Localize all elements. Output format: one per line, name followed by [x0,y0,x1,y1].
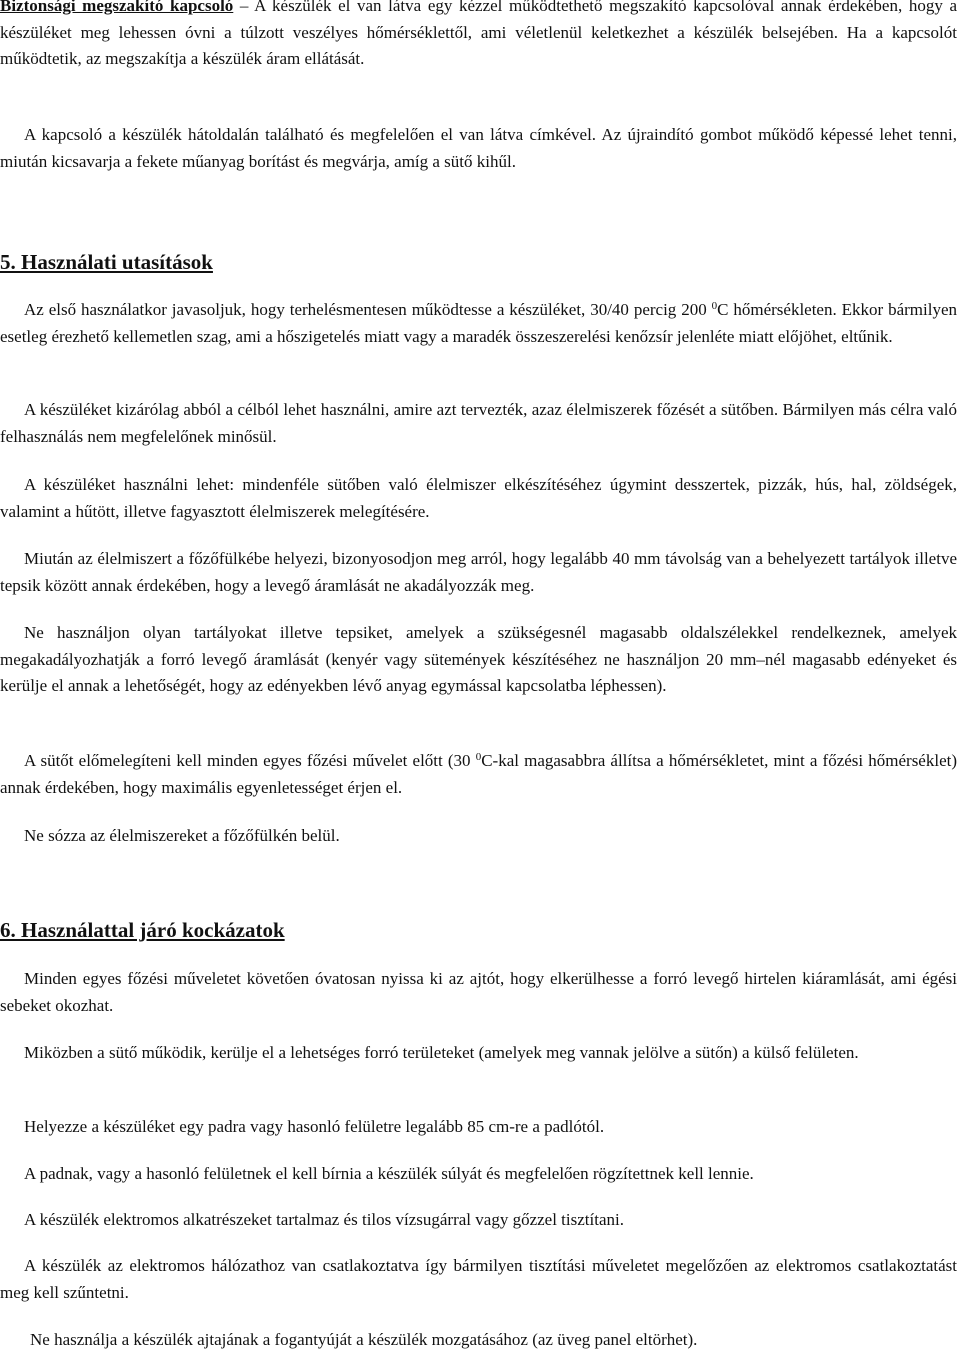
section-5-paragraph-3 [0,472,957,525]
section-5-paragraph-6-a: A sütőt előmelegíteni kell minden egyes főzési művelet előtt (30 [24,751,476,770]
section-6-paragraph-4 [0,1161,957,1188]
section-5-paragraph-7 [0,823,957,850]
section-5-paragraph-7-text: Ne sózza az élelmiszereket a főzőfülkén belül. [24,826,340,845]
safety-switch-lead: Biztonsági megszakító kapcsoló [0,0,234,15]
section-5-paragraph-1-a: Az első használatkor javasoljuk, hogy terhelésmentesen működtesse a készüléket, 30/40 percig 200 [24,300,712,319]
section-5-paragraph-4-text: Miután az élelmiszert a főzőfülkébe helyezi, bizonyosodjon meg arról, hogy legalább 40 mm távolság van a behelyezett tartályok illetve tepsik között annak érdekében, hogy a levegő áramlását ne akadályozzák meg. [0,549,957,595]
section-6-paragraph-2-text: Miközben a sütő működik, kerülje el a lehetséges forró területeket (amelyek meg vannak jelölve a sütőn) a külső felületen. [24,1043,859,1062]
section-6-paragraph-2 [0,1040,957,1067]
section-5-paragraph-6-b: C-kal magasabbra állítsa a hőmérsékletet, mint a főzési hőmérséklet) annak érdekében, hogy maximális egyenletességet érjen el. [0,751,958,797]
section-6-paragraph-1 [0,966,957,1019]
section-6-heading: 6. Használattal járó kockázatok [0,918,285,942]
section-6-paragraph-4-text: A padnak, vagy a hasonló felületnek el kell bírnia a készülék súlyát és megfelelően rögzítettnek kell lennie. [24,1164,754,1183]
section-5-paragraph-3-text: A készüléket használni lehet: mindenféle sütőben való élelmiszer elkészítéséhez úgymint desszertek, pizzák, hús, hal, zöldségek, valamint a hűtött, illetve fagyasztott élelmiszerek melegítésére. [0,475,957,521]
degree-superscript: 0 [711,299,718,312]
section-6-paragraph-5-text: A készülék elektromos alkatrészeket tartalmaz és tilos vízsugárral vagy gőzzel tisztítani. [24,1210,624,1229]
section-6-paragraph-3-text: Helyezze a készüléket egy padra vagy hasonló felületre legalább 85 cm-re a padlótól. [24,1117,605,1136]
section-6-paragraph-6-text: A készülék az elektromos hálózathoz van csatlakoztatva így bármilyen tisztítási műveletet megelőzően az elektromos csatlakoztatást meg kell szűntetni. [0,1256,957,1302]
section-6-paragraph-5 [0,1207,957,1234]
section-5-paragraph-5-text: Ne használjon olyan tartályokat illetve tepsiket, amelyek a szükségesnél magasabb oldalszélekkel rendelkeznek, amelyek megakadályozhatják a forró levegő áramlását (kenyér vagy sütemények készítéséhez ne használjon 20 mm–nél magasabb edényeket és kerülje el annak a lehetőségét, hogy az edényekben lévő anyag egymással kapcsolatba léphessen). [0,623,957,695]
section-6-paragraph-7-text: Ne használja a készülék ajtajának a fogantyúját a készülék mozgatásához (az üveg panel eltörhet). [30,1330,698,1349]
safety-switch-reset-text: A kapcsoló a készülék hátoldalán található és megfelelően el van látva címkével. Az újraindító gombot működő képessé lehet tenni, miután kicsavarja a fekete műanyag borítást és megvárja, amíg a sütő kihűl. [0,125,957,171]
section-5-paragraph-1 [0,297,957,350]
section-6-paragraph-3 [0,1114,957,1141]
section-5-paragraph-4 [0,546,957,599]
safety-switch-reset-paragraph [0,122,957,175]
safety-switch-text: – A készülék el van látva egy kézzel működtethető megszakító kapcsolóval annak érdekében, hogy a készüléket meg lehessen óvni a túlzott veszélyes hőmérséklettől, ami véletlenül keletkezhet a készülék belsejében. Ha a kapcsolót működtetik, az megszakítja a készülék áram ellátását. [0,0,958,68]
section-5-paragraph-5 [0,620,957,700]
section-5-heading: 5. Használati utasítások [0,250,213,274]
section-6-paragraph-7 [0,1327,957,1354]
degree-superscript: 0 [475,750,482,763]
section-6-paragraph-1-text: Minden egyes főzési műveletet követően óvatosan nyissa ki az ajtót, hogy elkerülhesse a forró levegő hirtelen kiáramlását, ami égési sebeket okozhat. [0,969,957,1015]
section-6-paragraph-6 [0,1253,957,1306]
safety-switch-paragraph [0,0,957,73]
section-5-paragraph-2-text: A készüléket kizárólag abból a célból lehet használni, amire azt tervezték, azaz élelmiszerek főzését a sütőben. Bármilyen más célra való felhasználás nem megfelelőnek minősül. [0,400,957,446]
section-5-paragraph-6 [0,748,957,801]
section-5-paragraph-2 [0,397,957,450]
section-5-paragraph-1-b: C hőmérsékleten. Ekkor bármilyen esetleg érezhető kellemetlen szag, ami a hőszigetelés miatt vagy a maradék összeszerelési kenőzsír jelenléte miatt előjöhet, eltűnik. [0,300,957,346]
